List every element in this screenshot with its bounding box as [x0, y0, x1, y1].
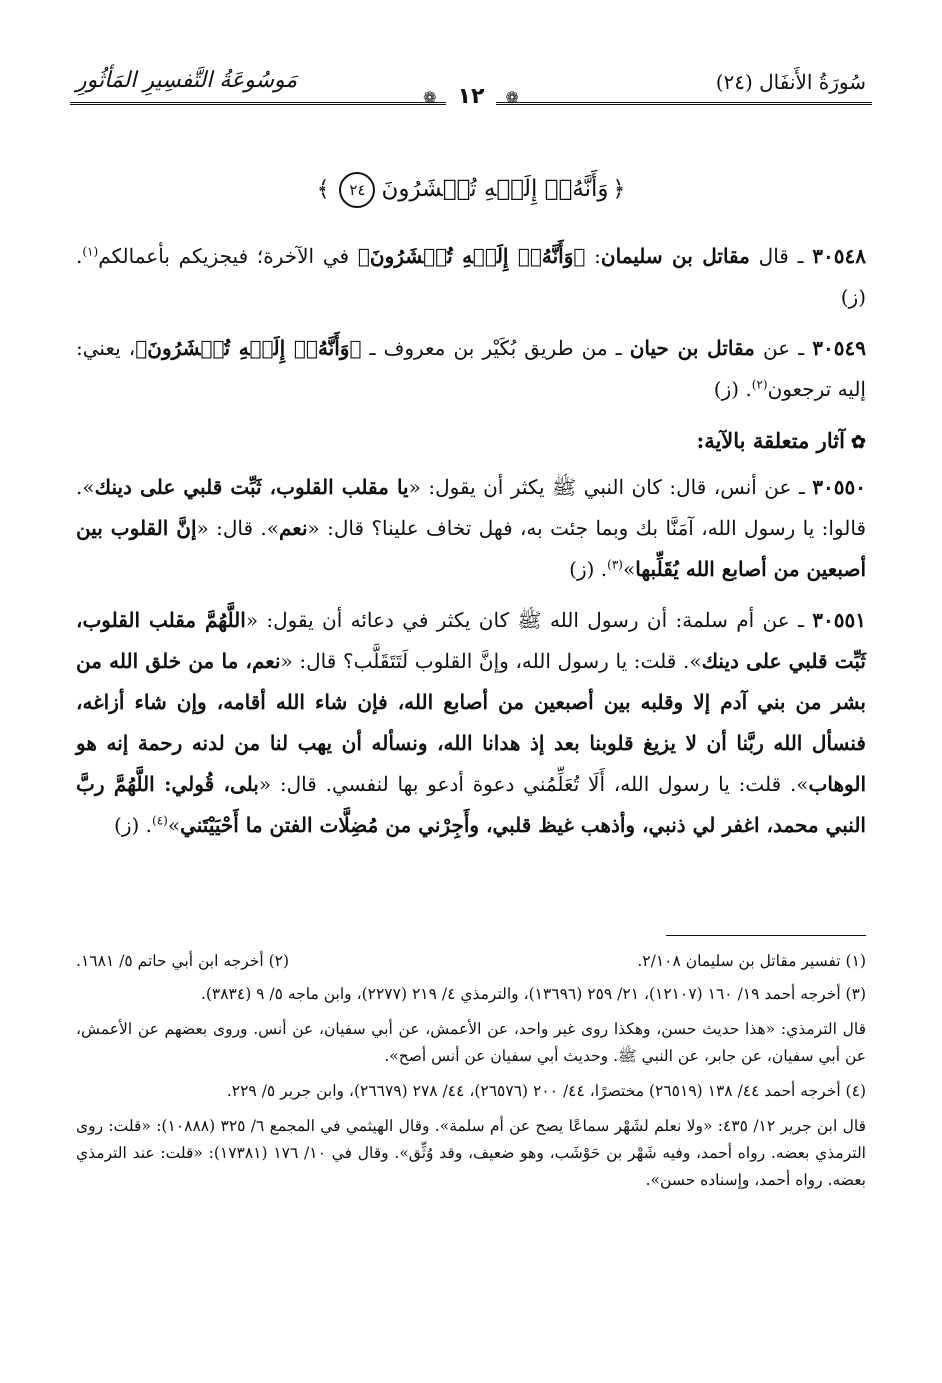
entry-number: ٣٠٥٥١: [812, 608, 866, 632]
hadith-text: إنَّ القلوب بين أصبعين من أصابع الله يُقَلِّبها: [76, 516, 866, 581]
entry-30549: [76, 328, 866, 410]
text: ». قال: «: [196, 516, 279, 540]
hadith-text: يا مقلب القلوب، ثَبِّت قلبي على دينك: [94, 475, 409, 499]
text: ـ من طريق بُكَيْر بن معروف ـ: [361, 336, 630, 360]
hadith-text: بلى، قُولي: اللَّهُمَّ ربَّ النبي محمد، اغفر لي ذنبي، وأذهب غيظ قلبي، وأَجِرْني من مُضِلَّات الفتن ما أَحْيَيْتَني: [76, 772, 866, 837]
footnote-3: (٣) أخرجه أحمد ١٩/ ١٦٠ (١٢١٠٧)، ٢١/ ٢٥٩ (١٣٦٩٦)، والترمذي ٤/ ٢١٩ (٢٢٧٧)، وابن ماجه ٥/ ٩ (٣٨٣٤).: [200, 985, 866, 1003]
text: ـ عن أنس، قال: كان النبي ﷺ يكثر أن يقول: «: [408, 475, 813, 499]
footnote-row: [76, 948, 866, 975]
brace-close: ﴾: [316, 177, 330, 202]
text: ـ عن أم سلمة: أن رسول الله ﷺ كان يكثر في دعائه أن يقول: «: [245, 608, 813, 632]
text: . (ز): [569, 557, 608, 581]
text: ، يعني: إليه ترجعون: [76, 336, 866, 401]
book-title-header: مَوسُوعَةُ التَّفسِيرِ المَأثُورِ: [76, 68, 298, 93]
text: في الآخرة؛ فيجزيكم بأعمالكم: [98, 244, 358, 268]
text: :: [585, 244, 601, 268]
entry-number: ٣٠٥٥٠: [812, 475, 867, 499]
hadith-text: نعم: [278, 516, 308, 540]
section-heading: [76, 420, 866, 463]
surah-header: سُورَةُ الأَنفَال (٢٤): [715, 70, 866, 94]
ayah-text: وَأَنَّهُۥٓ إِلَيۡهِ تُحۡشَرُونَ: [381, 176, 609, 202]
quran-quote: ﴿وَأَنَّهُۥٓ إِلَيۡهِ تُحۡشَرُونَ﴾: [135, 336, 362, 360]
entry-number: ٣٠٥٤٨: [812, 244, 866, 268]
footnote-4-note: قال ابن جرير ١٢/ ٤٣٥: «ولا نعلم لشَهْر سماعًا يصح عن أم سلمة». وقال الهيثمي في المجمع ٦/ ٣٢٥ (١٠٨٨٨): «قلت: روى الترمذي بعضه. رواه أحمد، وفيه شَهْر بن حَوْشَب، وهو ضعيف، وقد وُثِّق». وقال في ١٠/ ١٧٦ (١٧٣٨١): «قلت: عند الترمذي بعضه. رواه أحمد، وإسناده حسن».: [76, 1117, 866, 1189]
brace-open: ﴿: [612, 177, 626, 202]
ornament-icon: ❁: [505, 88, 519, 107]
footnote-4: (٤) أخرجه أحمد ٤٤/ ١٣٨ (٢٦٥١٩) مختصرًا، ٤٤/ ٢٠٠ (٢٦٥٧٦)، ٤٤/ ٢٧٨ (٢٦٦٧٩)، وابن جرير ٥/ ٢٢٩.: [226, 1082, 866, 1100]
entry-30550: [76, 467, 866, 590]
footnotes: [76, 948, 866, 1202]
text: . (ز): [76, 244, 866, 309]
entry-number: ٣٠٥٤٩: [812, 336, 866, 360]
text: »: [622, 557, 636, 581]
narrator-name: مقاتل بن حيان: [629, 336, 755, 360]
footnote-3-note: قال الترمذي: «هذا حديث حسن، وهكذا روى غير واحد، عن الأعمش، عن أبي سفيان، عن أنس. وروى بعضهم عن الأعمش، عن أبي سفيان، عن جابر، عن النبي ﷺ. وحديث أبي سفيان عن أنس أصح».: [76, 1020, 866, 1065]
ornament-icon: ❁: [423, 88, 437, 107]
page-number: ١٢: [446, 84, 497, 109]
text: ». قلت: يا رسول الله، وإنَّ القلوب لَتَتَقَلَّب؟ قال: «: [280, 649, 702, 673]
footnote-ref[interactable]: (٢): [751, 377, 768, 392]
hadith-text: اللَّهُمَّ مقلب القلوب، ثَبِّت قلبي على دينك: [76, 608, 866, 673]
main-text: [76, 236, 866, 856]
running-header: [70, 62, 872, 108]
footnote-ref[interactable]: (٤): [152, 813, 168, 828]
text: ـ عن: [754, 336, 813, 360]
text: ». قلت: يا رسول الله، أَلَا تُعَلِّمُني دعوة أدعو بها لنفسي. قال: «: [258, 772, 809, 796]
footnote-1: (١) تفسير مقاتل بن سليمان ٢/١٠٨.: [637, 952, 866, 970]
text: . (ز): [114, 813, 152, 837]
flower-icon: ✿: [850, 432, 866, 453]
hadith-text: نعم، ما من خلق الله من بشر من بني آدم إلا وقلبه بين أصبعين من أصابع الله، فإن شاء الله أقامه، وإن شاء أزاغه، فنسأل الله ربَّنا أن لا يزيغ قلوبنا بعد إذ هدانا الله، ونسأله أن يهب لنا من لدنه رحمة إنه هو الوهاب: [76, 649, 866, 796]
text: . (ز): [713, 377, 752, 401]
quran-quote: ﴿وَأَنَّهُۥٓ إِلَيۡهِ تُحۡشَرُونَ﴾: [357, 244, 586, 268]
text: ». قالوا: يا رسول الله، آمَنَّا بك وبما جئت به، فهل تخاف علينا؟ قال: «: [76, 475, 866, 540]
text: »: [167, 813, 181, 837]
footnote-ref[interactable]: (٣): [607, 557, 623, 572]
footnote-ref[interactable]: (١): [82, 244, 99, 259]
entry-30548: [76, 236, 866, 318]
section-heading-text: آثار متعلقة بالآية:: [696, 428, 845, 453]
footnote-rule: [666, 935, 866, 936]
ayah-title: [0, 172, 942, 208]
ayah-number-icon: ٢٤: [339, 172, 375, 208]
entry-30551: [76, 600, 866, 846]
footnote-2: (٢) أخرجه ابن أبي حاتم ٥/ ١٦٨١.: [76, 952, 290, 970]
narrator-name: مقاتل بن سليمان: [600, 244, 750, 268]
text: ـ قال: [749, 244, 813, 268]
